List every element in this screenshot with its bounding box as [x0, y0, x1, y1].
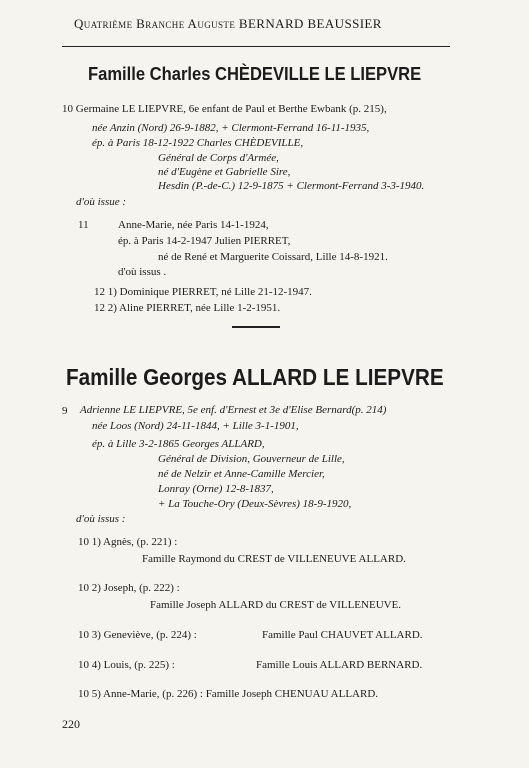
line: ép. à Paris 18-12-1922 Charles CHÈDEVILLE,	[92, 137, 304, 149]
line: Famille Paul CHAUVET ALLARD.	[262, 629, 423, 641]
line: 12 1) Dominique PIERRET, né Lille 21-12-1947.	[94, 286, 312, 298]
header-rule	[62, 46, 450, 47]
line: Anne-Marie, née Paris 14-1-1924,	[118, 219, 269, 231]
line: Famille Raymond du CREST de VILLENEUVE ALLARD.	[142, 553, 406, 565]
line: 10 4) Louis, (p. 225) :	[78, 659, 175, 671]
line: Famille Louis ALLARD BERNARD.	[256, 659, 423, 671]
line: né de René et Marguerite Coissard, Lille 14-8-1921.	[158, 251, 388, 263]
line: Famille Joseph ALLARD du CREST de VILLENEUVE.	[150, 599, 402, 611]
line: Lonray (Orne) 12-8-1837,	[158, 483, 274, 495]
line: 10 5) Anne-Marie, (p. 226) : Famille Joseph CHENUAU ALLARD.	[78, 688, 379, 700]
line-number: 11	[78, 219, 89, 231]
line: Général de Division, Gouverneur de Lille,	[158, 453, 345, 465]
line: né d'Eugène et Gabrielle Sire,	[158, 166, 291, 178]
line: Général de Corps d'Armée,	[158, 152, 279, 164]
line: d'où issus :	[76, 513, 126, 525]
line: 10 1) Agnès, (p. 221) :	[78, 536, 178, 548]
line: Hesdin (P.-de-C.) 12-9-1875 + Clermont-Ferrand 3-3-1940.	[158, 180, 425, 192]
line: Adrienne LE LIEPVRE, 5e enf. d'Ernest et 3e d'Elise Bernard(p. 214)	[80, 404, 387, 416]
section-title-allard: Famille Georges ALLARD LE LIEPVRE	[66, 364, 444, 390]
running-header	[74, 16, 382, 32]
page-number: 220	[62, 717, 80, 731]
line: ép. à Paris 14-2-1947 Julien PIERRET,	[118, 235, 291, 247]
line: né de Nelzir et Anne-Camille Mercier,	[158, 468, 325, 480]
line: d'où issus .	[118, 266, 167, 278]
line: née Loos (Nord) 24-11-1844, + Lille 3-1-1901,	[92, 420, 299, 432]
line: 10 Germaine LE LIEPVRE, 6e enfant de Paul et Berthe Ewbank (p. 215),	[62, 103, 387, 115]
header-family: BERNARD BEAUSSIER	[238, 16, 382, 31]
line: 10 3) Geneviève, (p. 224) :	[78, 629, 197, 641]
line: 12 2) Aline PIERRET, née Lille 1-2-1951.	[94, 302, 281, 314]
line: née Anzin (Nord) 26-9-1882, + Clermont-Ferrand 16-11-1935,	[92, 122, 370, 134]
line: d'où issue :	[76, 196, 127, 208]
line: + La Touche-Ory (Deux-Sèvres) 18-9-1920,	[158, 498, 352, 510]
line: 10 2) Joseph, (p. 222) :	[78, 582, 180, 594]
header-branch: Quatrième Branche Auguste	[74, 16, 236, 31]
section-title-chedeville: Famille Charles CHÈDEVILLE LE LIEPVRE	[88, 64, 422, 84]
line-number: 9	[62, 405, 68, 417]
section-separator	[232, 326, 280, 328]
line: ép. à Lille 3-2-1865 Georges ALLARD,	[92, 438, 265, 450]
